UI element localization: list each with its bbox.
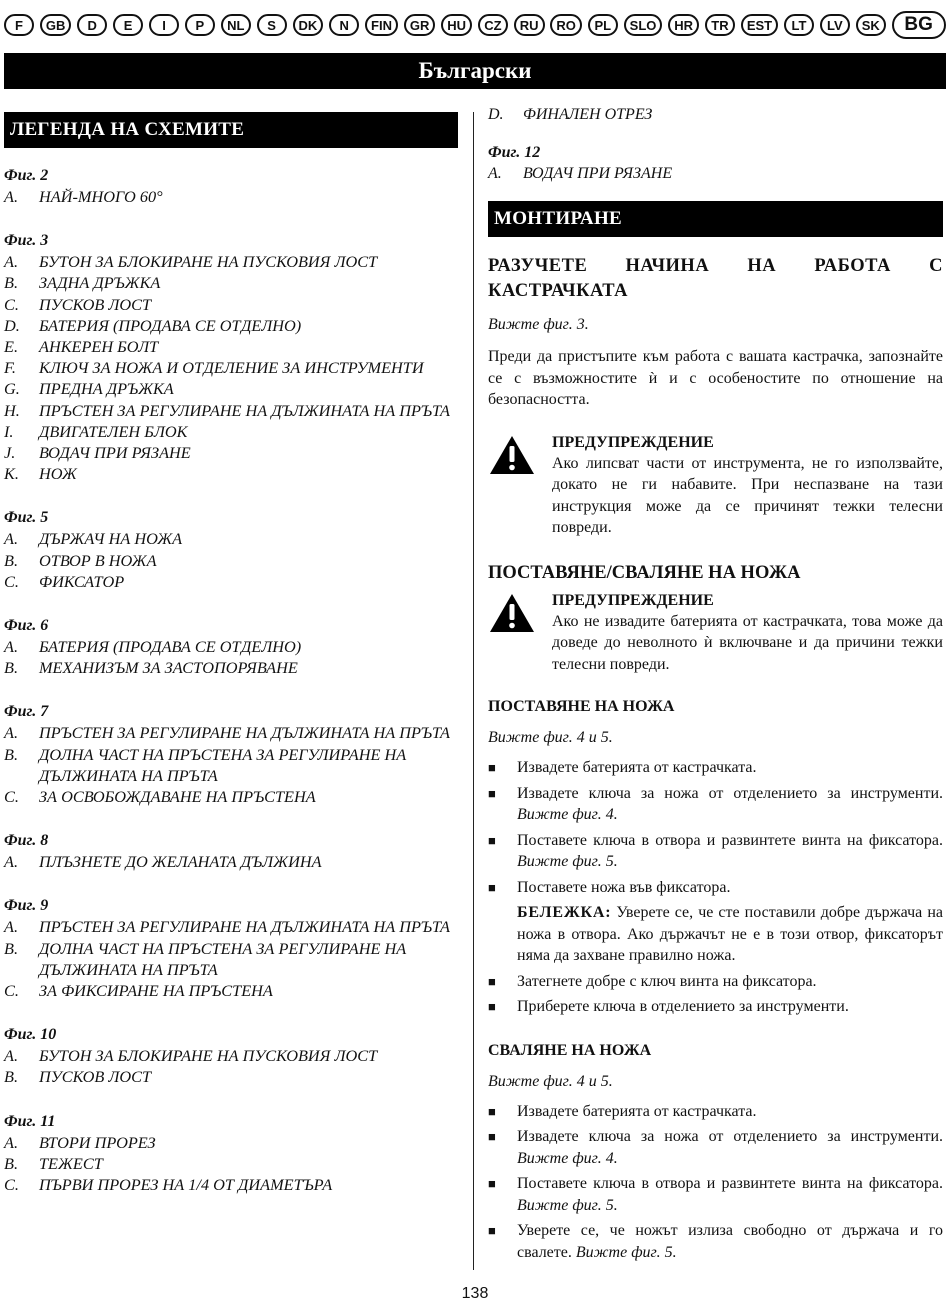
assembly-heading: МОНТИРАНЕ xyxy=(488,201,943,237)
legend-item: C. ПУСКОВ ЛОСТ xyxy=(4,294,152,314)
language-tab-dk[interactable]: DK xyxy=(293,14,324,36)
bullet-icon: ■ xyxy=(488,1176,496,1191)
legend-item: H. ПРЪСТЕН ЗА РЕГУЛИРАНЕ НА ДЪЛЖИНАТА НА ПРЪТА xyxy=(4,400,450,420)
language-tab-ro[interactable]: RO xyxy=(550,14,582,36)
legend-heading: ЛЕГЕНДА НА СХЕМИТЕ xyxy=(4,112,458,148)
legend-list xyxy=(4,165,458,1195)
language-tab-f[interactable]: F xyxy=(4,14,34,36)
language-tab-d[interactable]: D xyxy=(77,14,107,36)
language-bar xyxy=(4,12,946,38)
legend-item: A. БУТОН ЗА БЛОКИРАНЕ НА ПУСКОВИЯ ЛОСТ xyxy=(4,252,378,272)
bullet-icon: ■ xyxy=(488,1103,496,1119)
bullet-icon: ■ xyxy=(488,879,496,895)
language-tab-est[interactable]: EST xyxy=(741,14,778,36)
figure-title: Фиг. 7 xyxy=(4,703,49,721)
content-column xyxy=(488,104,943,1267)
legend-item: A. ПРЪСТЕН ЗА РЕГУЛИРАНЕ НА ДЪЛЖИНАТА НА ПРЪТА xyxy=(4,723,450,743)
legend-item: D. ФИНАЛЕН ОТРЕЗ xyxy=(488,106,653,123)
figure-reference: Вижте фиг. 4 и 5. xyxy=(488,729,613,746)
remove-steps xyxy=(488,1101,943,1264)
legend-item: C. ЗА ОСВОБОЖДАВАНЕ НА ПРЪСТЕНА xyxy=(4,787,316,807)
figure-title: Фиг. 3 xyxy=(4,232,49,250)
language-tab-sk[interactable]: SK xyxy=(856,14,886,36)
legend-item: K. НОЖ xyxy=(4,464,77,484)
legend-item: B. ОТВОР В НОЖА xyxy=(4,550,157,570)
warning-box xyxy=(488,432,943,539)
install-steps-continued xyxy=(488,971,943,1018)
warning-text: Ако липсват части от инструмента, не го използвайте, докато не ги набавите. При неспазване на тази инструкция може да се причинят тежки телесни повреди. xyxy=(552,454,943,536)
language-tab-lv[interactable]: LV xyxy=(820,14,850,36)
page-number: 138 xyxy=(461,1285,489,1302)
bullet-icon: ■ xyxy=(488,1223,496,1238)
warning-triangle-icon xyxy=(488,590,552,676)
legend-item: A. ПЛЪЗНЕТЕ ДО ЖЕЛАНАТА ДЪЛЖИНА xyxy=(4,852,322,872)
list-item: ■ Извадете батерията от кастрачката. xyxy=(488,757,943,779)
figure-title: Фиг. 6 xyxy=(4,617,49,635)
language-tab-lt[interactable]: LT xyxy=(784,14,814,36)
language-tab-e[interactable]: E xyxy=(113,14,143,36)
figure-title: Фиг. 8 xyxy=(4,832,49,850)
language-tab-hu[interactable]: HU xyxy=(441,14,472,36)
legend-item: C. ФИКСАТОР xyxy=(4,571,125,591)
legend-item: A. НАЙ-МНОГО 60° xyxy=(4,187,163,206)
language-tab-s[interactable]: S xyxy=(257,14,287,36)
legend-item: F. КЛЮЧ ЗА НОЖА И ОТДЕЛЕНИЕ ЗА ИНСТРУМЕНТИ xyxy=(4,358,424,378)
language-tab-slo[interactable]: SLO xyxy=(624,14,663,36)
language-tab-cz[interactable]: CZ xyxy=(478,14,508,36)
install-blade-heading: ПОСТАВЯНЕ НА НОЖА xyxy=(488,698,675,715)
legend-item: I. ДВИГАТЕЛЕН БЛОК xyxy=(4,421,188,441)
legend-item: J. ВОДАЧ ПРИ РЯЗАНЕ xyxy=(4,443,191,463)
bullet-icon: ■ xyxy=(488,1129,496,1144)
know-your-trimmer-heading: РАЗУЧЕТЕ НАЧИНА НА РАБОТА С КАСТРАЧКАТА xyxy=(488,256,943,301)
language-banner: Български xyxy=(4,53,946,89)
list-item: ■ Приберете ключа в отделението за инструменти. xyxy=(488,996,943,1018)
remove-blade-heading: СВАЛЯНЕ НА НОЖА xyxy=(488,1041,652,1059)
legend-item: B. ДОЛНА ЧАСТ НА ПРЪСТЕНА ЗА РЕГУЛИРАНЕ НА ДЪЛЖИНАТА НА ПРЪТА xyxy=(4,938,407,979)
figure-title: Фиг. 12 xyxy=(488,144,541,161)
language-tab-p[interactable]: P xyxy=(185,14,215,36)
figure-reference: Вижте фиг. 4 и 5. xyxy=(488,1072,613,1090)
legend-item: C. ЗА ФИКСИРАНЕ НА ПРЪСТЕНА xyxy=(4,981,273,1001)
legend-item: A. ПРЪСТЕН ЗА РЕГУЛИРАНЕ НА ДЪЛЖИНАТА НА ПРЪТА xyxy=(4,917,450,937)
legend-item: B. ТЕЖЕСТ xyxy=(4,1153,103,1173)
language-tab-tr[interactable]: TR xyxy=(705,14,735,36)
warning-box xyxy=(488,590,943,676)
language-tab-nl[interactable]: NL xyxy=(221,14,251,36)
legend-item: D. БАТЕРИЯ (ПРОДАВА СЕ ОТДЕЛНО) xyxy=(4,315,302,335)
language-tab-n[interactable]: N xyxy=(329,14,359,36)
figure-title: Фиг. 11 xyxy=(4,1112,56,1130)
language-tab-hr[interactable]: HR xyxy=(668,14,699,36)
figure-title: Фиг. 9 xyxy=(4,897,49,915)
legend-item: C. ПЪРВИ ПРОРЕЗ НА 1/4 ОТ ДИАМЕТЪРА xyxy=(4,1175,333,1195)
warning-text: Ако не извадите батерията от кастрачката, това може да доведе до неволното ѝ включване и да причини тежки телесни повреди. xyxy=(552,612,943,673)
legend-item: A. ДЪРЖАЧ НА НОЖА xyxy=(4,529,183,549)
note-label: БЕЛЕЖКА: xyxy=(517,904,612,921)
bullet-icon: ■ xyxy=(488,973,496,989)
list-item: ■ Поставете ножа във фиксатора. xyxy=(488,877,943,899)
figure-reference: Вижте фиг. 3. xyxy=(488,316,589,333)
list-item: ■ Поставете ключа в отвора и развинтете винта на фиксатора. Вижте фиг. 5. xyxy=(488,1173,943,1216)
legend-column xyxy=(4,112,458,1195)
list-item: ■ Извадете ключа за ножа от отделението за инструменти. Вижте фиг. 4. xyxy=(488,783,943,826)
legend-item: B. ПУСКОВ ЛОСТ xyxy=(4,1067,152,1087)
column-divider xyxy=(473,112,474,1270)
list-item: ■ Уверете се, че ножът излиза свободно от държача и го свалете. Вижте фиг. 5. xyxy=(488,1220,943,1263)
figure-title: Фиг. 2 xyxy=(4,167,49,184)
legend-item: B. ЗАДНА ДРЪЖКА xyxy=(4,273,161,293)
figure-title: Фиг. 5 xyxy=(4,509,49,527)
language-tab-ru[interactable]: RU xyxy=(514,14,545,36)
legend-item: A. БУТОН ЗА БЛОКИРАНЕ НА ПУСКОВИЯ ЛОСТ xyxy=(4,1046,378,1066)
legend-item: B. МЕХАНИЗЪМ ЗА ЗАСТОПОРЯВАНЕ xyxy=(4,658,298,678)
language-tab-gb[interactable]: GB xyxy=(40,14,72,36)
legend-item: A. БАТЕРИЯ (ПРОДАВА СЕ ОТДЕЛНО) xyxy=(4,637,302,657)
bullet-icon: ■ xyxy=(488,785,496,801)
legend-item: E. АНКЕРЕН БОЛТ xyxy=(4,337,159,357)
know-paragraph: Преди да пристъпите към работа с вашата кастрачка, запознайте се с възможностите ѝ и с особеностите по отношение на безопасността. xyxy=(488,348,943,408)
language-tab-fin[interactable]: FIN xyxy=(365,14,398,36)
list-item: ■ Затегнете добре с ключ винта на фиксатора. xyxy=(488,971,943,993)
figure-title: Фиг. 10 xyxy=(4,1026,57,1044)
bullet-icon: ■ xyxy=(488,999,496,1014)
list-item: ■ Поставете ключа в отвора и развинтете винта на фиксатора. Вижте фиг. 5. xyxy=(488,830,943,873)
legend-item: G. ПРЕДНА ДРЪЖКА xyxy=(4,379,174,399)
legend-item: A. ВТОРИ ПРОРЕЗ xyxy=(4,1132,156,1152)
bullet-icon: ■ xyxy=(488,832,496,848)
legend-item: B. ДОЛНА ЧАСТ НА ПРЪСТЕНА ЗА РЕГУЛИРАНЕ НА ДЪЛЖИНАТА НА ПРЪТА xyxy=(4,744,407,785)
warning-title: ПРЕДУПРЕЖДЕНИЕ xyxy=(552,591,714,609)
bullet-icon: ■ xyxy=(488,760,496,775)
list-item: ■ Извадете батерията от кастрачката. xyxy=(488,1101,943,1123)
blade-install-remove-heading: ПОСТАВЯНЕ/СВАЛЯНЕ НА НОЖА xyxy=(488,562,801,583)
list-item: ■ Извадете ключа за ножа от отделението за инструменти. Вижте фиг. 4. xyxy=(488,1126,943,1169)
language-tab-gr[interactable]: GR xyxy=(404,14,436,36)
warning-triangle-icon xyxy=(488,432,552,539)
install-steps xyxy=(488,757,943,898)
language-tab-i[interactable]: I xyxy=(149,14,179,36)
language-tab-bg[interactable]: BG xyxy=(892,11,946,39)
language-tab-pl[interactable]: PL xyxy=(588,14,618,36)
note: БЕЛЕЖКА: Уверете се, че сте поставили добре държача на ножа в отвора. Ако държачът не е в този отвор, фиксаторът няма да захване правилно ножа. xyxy=(517,904,943,964)
legend-item: A. ВОДАЧ ПРИ РЯЗАНЕ xyxy=(488,165,673,182)
warning-title: ПРЕДУПРЕЖДЕНИЕ xyxy=(552,433,714,451)
